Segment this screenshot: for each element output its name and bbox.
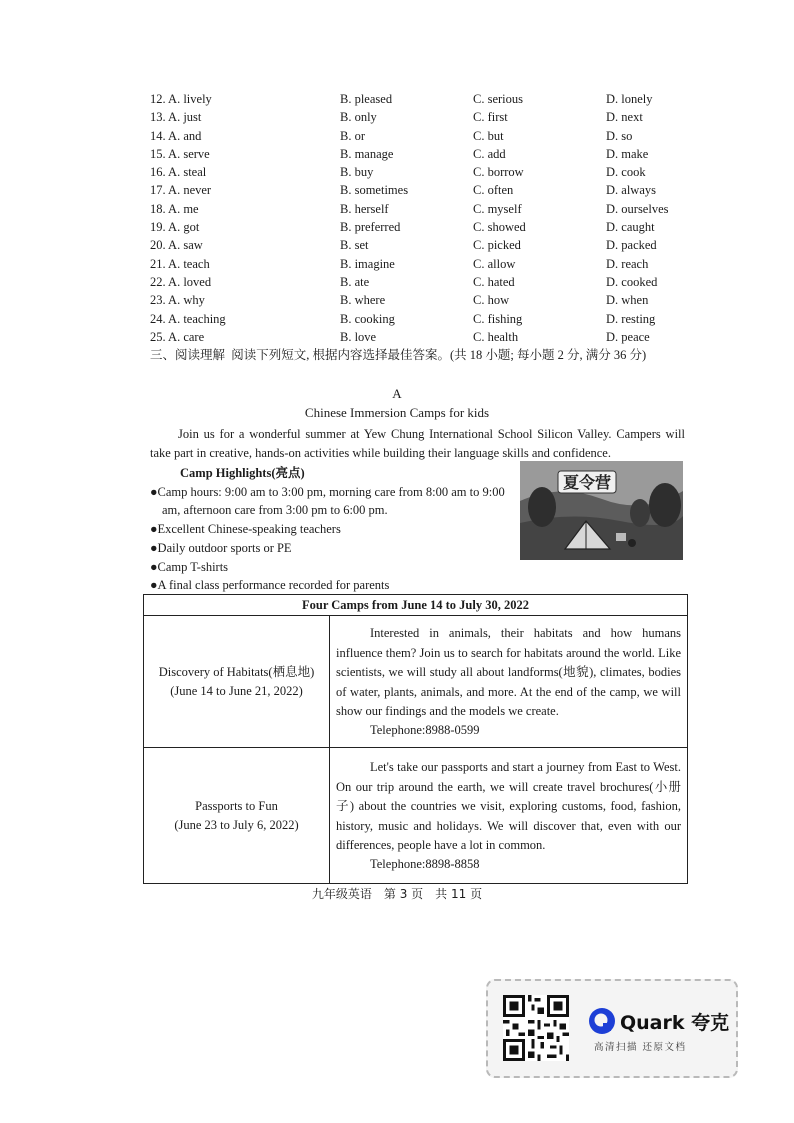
camp-telephone: Telephone:8988-0599 [370,723,480,738]
passage-intro: Join us for a wonderful summer at Yew Chung International School Silicon Valley. Campers will take part in creative, hands-on activities while building their language skills and confidence. [150,427,685,460]
section-heading [150,345,685,365]
option-row [150,181,690,199]
option-b: B. where [340,293,386,308]
option-b: B. pleased [340,92,393,106]
option-b: B. ate [340,274,370,289]
highlight-item: ●Daily outdoor sports or PE [150,540,292,555]
option-row [150,90,690,108]
option-d: D. peace [606,329,650,344]
option-row [150,108,690,126]
option-row [150,328,690,346]
option-a: 18. A. me [150,201,199,216]
option-d: D. caught [606,220,655,235]
option-c: C. allow [473,256,516,271]
passage-title: Chinese Immersion Camps for kids [304,405,490,420]
option-d: D. make [606,146,649,161]
option-b: B. preferred [340,220,401,235]
camp-description: Interested in animals, their habitats and how humans influence them? Join us to search for habitats around the world. Like scientists, we will study all about landforms(地貌), climates, bodies of water, plants, animals, and more. At the end of the camp, we will show our findings and the models we create. [336,626,681,718]
highlight-item: ●Camp hours: 9:00 am to 3:00 pm, morning care from 8:00 am to 9:00 am, afternoon care from 3:00 pm to 6:00 pm. [150,484,505,518]
option-c: C. hated [473,274,515,289]
option-a: 24. A. teaching [150,311,226,326]
option-a: 22. A. loved [150,274,212,289]
passage-letter: A [392,386,402,401]
option-row [150,127,690,145]
camp-description: Let's take our passports and start a journey from East to West. On our trip around the earth, we will create travel brochures(小册子) about the countries we visit, exploring customs, food, fashion, history, music and holidays. We will discover that, even with our differences, people have a lot in common. [336,760,681,852]
option-d: D. cooked [606,274,658,289]
option-a: 14. A. and [150,128,202,143]
option-row [150,236,690,254]
option-c: C. fishing [473,311,523,326]
highlights-title: Camp Highlights(亮点) [180,466,305,480]
option-d: D. packed [606,238,657,253]
option-b: B. herself [340,201,389,216]
option-row [150,291,690,309]
option-d: D. next [606,110,643,125]
option-a: 20. A. saw [150,238,203,253]
option-c: C. myself [473,201,522,216]
option-c: C. but [473,128,504,143]
option-d: D. cook [606,165,646,180]
option-a: 15. A. serve [150,146,210,161]
option-c: C. picked [473,238,521,253]
option-b: B. set [340,238,369,253]
option-a: 21. A. teach [150,256,210,271]
option-d: D. lonely [606,92,653,106]
summer-camp-image [520,461,683,560]
quark-badge[interactable] [486,979,738,1078]
option-d: D. when [606,293,649,308]
highlight-item: ●A final class performance recorded for parents [150,578,390,593]
section-title: 三、阅读理解 [150,347,226,362]
camps-table [143,594,688,884]
option-d: D. reach [606,256,649,271]
section-instruction: 阅读下列短文, 根据内容选择最佳答案。(共 18 小题; 每小题 2 分, 满分 36 分) [231,348,647,362]
option-b: B. imagine [340,256,395,271]
option-a: 25. A. care [150,329,205,344]
option-a: 13. A. just [150,110,202,125]
camp-name: Passports to Fun [195,798,278,813]
camp-description-cell [330,748,688,884]
option-a: 12. A. lively [150,92,212,106]
option-c: C. health [473,329,519,344]
option-d: D. always [606,183,656,198]
option-b: B. cooking [340,311,395,326]
option-b: B. sometimes [340,183,409,198]
table-row [144,616,688,748]
option-c: C. serious [473,92,523,106]
highlight-item: ●Excellent Chinese-speaking teachers [150,522,341,537]
highlight-item: ●Camp T-shirts [150,559,229,574]
camp-dates: (June 14 to June 21, 2022) [170,683,303,698]
option-c: C. borrow [473,165,524,180]
option-a: 19. A. got [150,220,200,235]
option-b: B. love [340,329,377,344]
image-label: 夏令营 [562,473,612,492]
option-d: D. resting [606,311,656,326]
option-row [150,200,690,218]
page-footer: 九年级英语 第 3 页 共 11 页 [311,887,483,901]
option-c: C. often [473,183,514,198]
option-a: 17. A. never [150,183,212,198]
camp-name-cell [144,748,330,884]
camp-dates: (June 23 to July 6, 2022) [174,817,299,832]
camp-telephone: Telephone:8898-8858 [370,857,480,872]
option-d: D. so [606,128,633,143]
camp-highlights [150,464,520,595]
options-table [150,90,690,346]
option-row [150,145,690,163]
option-c: C. first [473,110,508,125]
option-b: B. manage [340,146,394,161]
option-c: C. add [473,146,506,161]
camp-name-cell [144,616,330,748]
quark-brand: Quark 夸克 [620,1012,730,1034]
camp-description-cell [330,616,688,748]
quark-logo-icon [588,1007,616,1035]
option-row [150,163,690,181]
qr-code-icon[interactable] [502,995,570,1061]
option-d: D. ourselves [606,201,669,216]
option-c: C. how [473,293,510,308]
option-a: 16. A. steal [150,165,207,180]
option-b: B. or [340,128,365,143]
option-row [150,310,690,328]
camp-name: Discovery of Habitats(栖息地) [158,664,315,679]
option-row [150,218,690,236]
camps-table-header: Four Camps from June 14 to July 30, 2022 [144,595,688,616]
quark-tagline: 高清扫描 还原文档 [594,1042,687,1053]
option-a: 23. A. why [150,293,205,308]
option-b: B. buy [340,165,374,180]
option-b: B. only [340,110,377,125]
option-c: C. showed [473,220,526,235]
option-row [150,273,690,291]
option-row [150,255,690,273]
table-row [144,748,688,884]
